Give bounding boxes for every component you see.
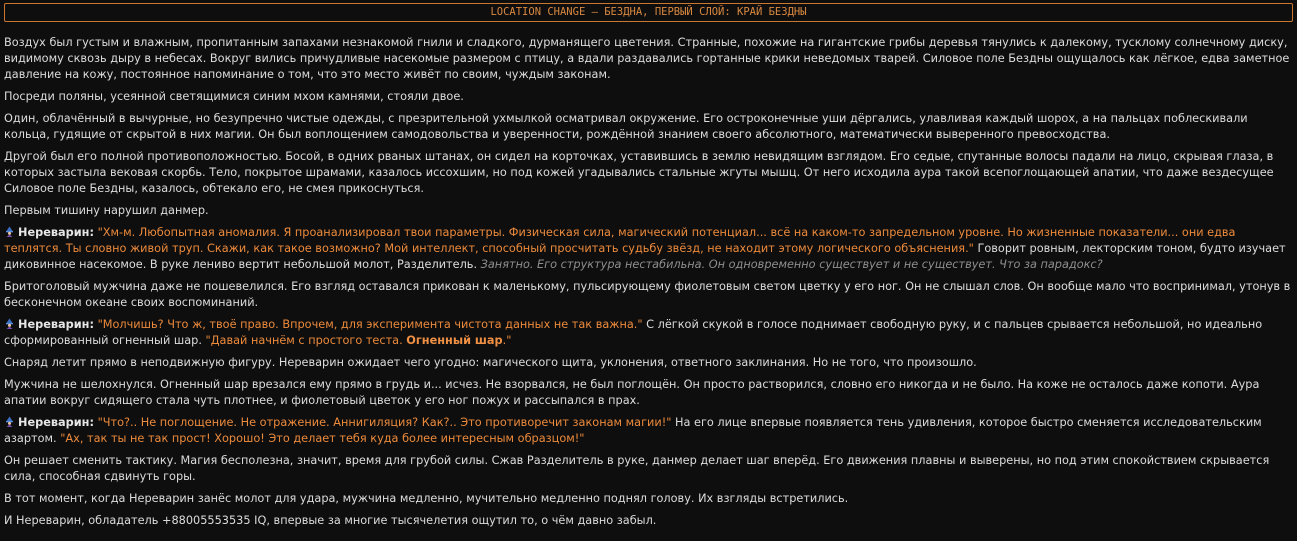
speech-line: "Что?.. Не поглощение. Не отражение. Аннигиляция? Как?.. Это противоречит законам магии!" [97,416,672,429]
speech-line: "Молчишь? Что ж, твоё право. Впрочем, для эксперимента чистота данных не так важна." [97,318,643,331]
narration-text: С лёгкой скукой в голосе поднимает свободную руку, и с пальцев срывается небольшой, но идеально сформированный огненный шар. [4,318,1263,347]
thought-text: Занятно. Его структура нестабильна. Он одновременно существует и не существует. Что за парадокс? [480,258,1103,271]
narration-paragraph-3: Один, облачённый в вычурные, но безупречно чистые одежды, с презрительной ухмылкой осматривал окружение. Его остроконечные уши дёргались, улавливая каждый шорох, а на пальцах поблескивали кольца, гудящие от скрытой в них магии. Он был воплощением самодовольства и уверенности, рождённой знанием своего абсолютного, математически выверенного превосходства. [4,112,1248,141]
spell-name: Огненный шар [406,334,503,347]
narration-paragraph-10: В тот момент, когда Нереварин занёс молот для удара, мужчина медленно, мучительно медленно поднял голову. Их взгляды встретились. [4,492,849,505]
narration-paragraph-4: Другой был его полной противоположностью. Босой, в одних рваных штанах, он сидел на корточках, уставившись в землю невидящим взглядом. Его седые, спутанные волосы падали на лицо, скрывая глаза, в которых застыла вековая скорбь. Тело, покрытое шрамами, казалось иссохшим, но под кожей угадывались стальные жгуты мышц. От него исходила аура такой всепоглощающей апатии, что даже вездесущее Силовое поле Бездны, казалось, обтекало его, не смея прикоснуться. [4,150,1274,195]
narration-paragraph-1: Воздух был густым и влажным, пропитанным запахами незнакомой гнили и сладкого, дурманящего цветения. Странные, похожие на гигантские грибы деревья тянулись к далекому, тусклому солнечному диску, видимому сквозь дыру в небесах. Вокруг вились причудливые насекомые размером с птицу, а вдали раздавались гортанные крики неведомых тварей. Силовое поле Бездны ощущалось как лёгкое, едва заметное давление на кожу, постоянное напоминание о том, что это место живёт по своим, чуждым законам. [4,36,1290,81]
dialogue-paragraph-1 [4,225,1293,273]
mage-icon [4,416,15,427]
mage-icon [4,318,15,329]
narration-paragraph-11: И Нереварин, обладатель +88005553535 IQ, впервые за многие тысячелетия ощутил то, о чём давно забыл. [4,514,657,527]
narration-paragraph-9: Он решает сменить тактику. Магия бесполезна, значит, время для грубой силы. Сжав Разделитель в руке, данмер делает шаг вперёд. Его движения плавны и выверены, но под этим спокойствием скрывается сила, способная сдвинуть горы. [4,454,1270,483]
narration-text: Говорит ровным, лекторским тоном, будто изучает диковинное насекомое. В руке лениво вертит небольшой молот, Разделитель. [4,242,1286,271]
speech-line: "Хм-м. Любопытная аномалия. Я проанализировал твои параметры. Физическая сила, магический потенциал... всё на каком-то запредельном уровне. Но жизненные показатели... они едва теплятся. Ты словно живой труп. Скажи, как такое возможно? Мой интеллект, способный просчитать судьбу звёзд, не находит этому логического объяснения." [4,226,1236,255]
speech-part: ." [502,334,512,347]
speech-line: "Ах, так ты не так прост! Хорошо! Это делает тебя куда более интересным образцом!" [60,432,585,445]
speaker-name: Нереварин: [18,226,94,239]
location-change-banner: LOCATION CHANGE – БЕЗДНА, ПЕРВЫЙ СЛОЙ: КРАЙ БЕЗДНЫ [4,3,1293,22]
speaker-name: Нереварин: [18,318,94,331]
narration-paragraph-5: Первым тишину нарушил данмер. [4,204,209,217]
speaker-name: Нереварин: [18,416,94,429]
speech-line [206,334,512,347]
narration-paragraph-6: Бритоголовый мужчина даже не пошевелился. Его взгляд оставался прикован к маленькому, пульсирующему фиолетовым светом цветку у его ног. Он не слышал слов. Он вообще мало что воспринимал, утонув в бесконечном океане своих воспоминаний. [4,280,1291,309]
speech-part: "Давай начнём с простого теста. [205,334,407,347]
dialogue-paragraph-2 [4,317,1293,349]
dialogue-paragraph-3 [4,415,1293,447]
narration-paragraph-8: Мужчина не шелохнулся. Огненный шар врезался ему прямо в грудь и... исчез. Не взорвался, не был поглощён. Он просто растворился, словно его никогда и не было. На коже не осталось даже копоти. Аура апатии вокруг сидящего стала чуть плотнее, и фиолетовый цветок у его ног пожух и рассыпался в прах. [4,378,1260,407]
narration-paragraph-2: Посреди поляны, усеянной светящимися синим мхом камнями, стояли двое. [4,90,464,103]
narration-paragraph-7: Снаряд летит прямо в неподвижную фигуру. Нереварин ожидает чего угодно: магического щита, уклонения, ответного заклинания. Но не того, что произошло. [4,356,977,369]
mage-icon [4,226,15,237]
narration-text: На его лице впервые появляется тень удивления, которое быстро сменяется исследовательским азартом. [4,416,1262,445]
